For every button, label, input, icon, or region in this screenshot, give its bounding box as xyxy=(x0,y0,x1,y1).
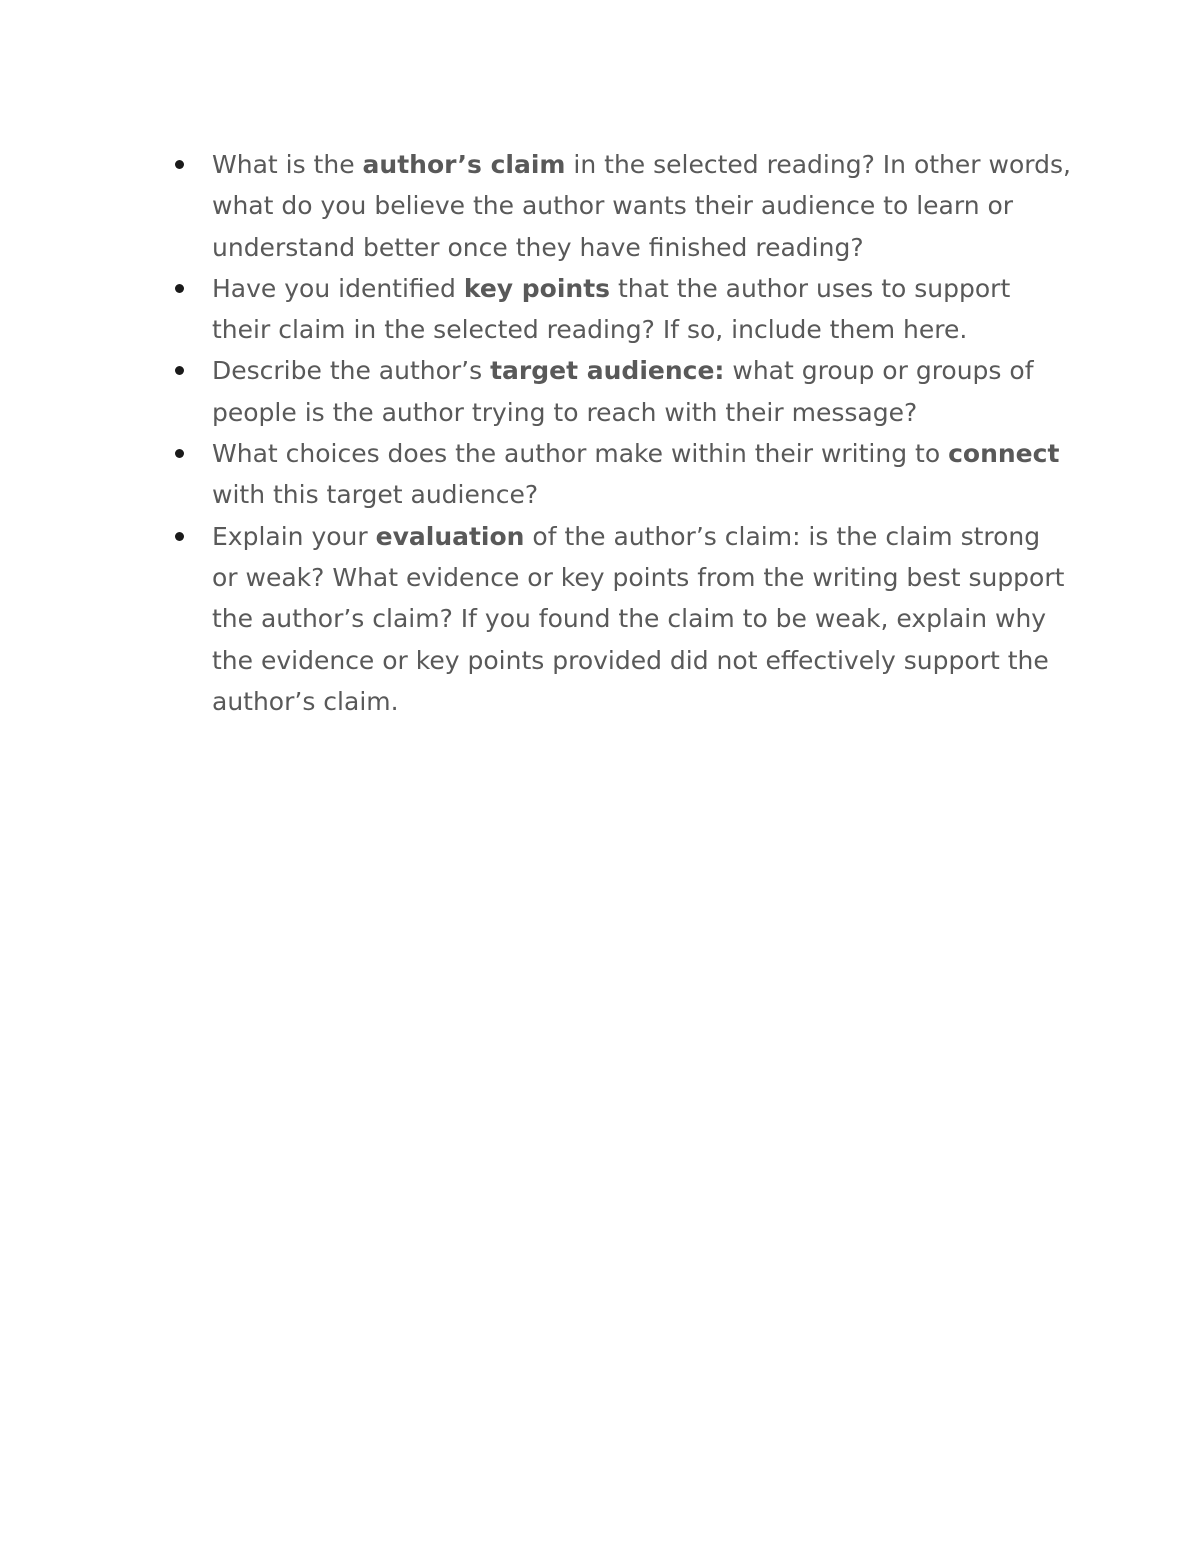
bullet-text-before: What is the xyxy=(212,150,363,179)
list-item-connect xyxy=(212,433,1072,516)
bullet-text-after: what group or groups of people is the author trying to reach with their message? xyxy=(212,356,1034,427)
bullet-icon xyxy=(175,160,184,169)
bullet-text-before: Describe the author’s xyxy=(212,356,491,386)
list-item-evaluation xyxy=(212,516,1072,722)
list-item-key-points xyxy=(212,268,1072,351)
bullet-icon xyxy=(175,284,184,293)
bullet-text-before: Have you identified xyxy=(212,273,464,303)
bullet-text-before: What choices does the author make within their writing to xyxy=(212,439,949,469)
bullet-text-after: that the author uses to support their claim in the selected reading? If so, include them here. xyxy=(212,273,1011,345)
bullet-text-before: Explain your xyxy=(212,521,376,551)
question-list xyxy=(212,144,1072,722)
bullet-text-bold: evaluation xyxy=(375,521,525,551)
bullet-text-bold: target audience: xyxy=(490,356,725,386)
bullet-icon xyxy=(175,366,184,375)
bullet-text-after: in the selected reading? In other words, what do you believe the author wants their audience to learn or understand better once they have finished reading? xyxy=(212,150,1071,262)
bullet-icon xyxy=(175,532,184,541)
bullet-text-after: of the author’s claim: is the claim strong or weak? What evidence or key points from the writing best support the author’s claim? If you found the claim to be weak, explain why the evidence or key points provided did not effectively support the author’s claim. xyxy=(212,521,1065,716)
list-item-target-audience xyxy=(212,350,1072,433)
bullet-text-bold: connect xyxy=(948,439,1060,469)
bullet-text-after: with this target audience? xyxy=(212,480,539,510)
list-item-author-claim xyxy=(212,144,1072,268)
bullet-icon xyxy=(175,449,184,458)
bullet-text-bold: author’s claim xyxy=(362,150,566,179)
bullet-text-bold: key points xyxy=(463,273,611,303)
